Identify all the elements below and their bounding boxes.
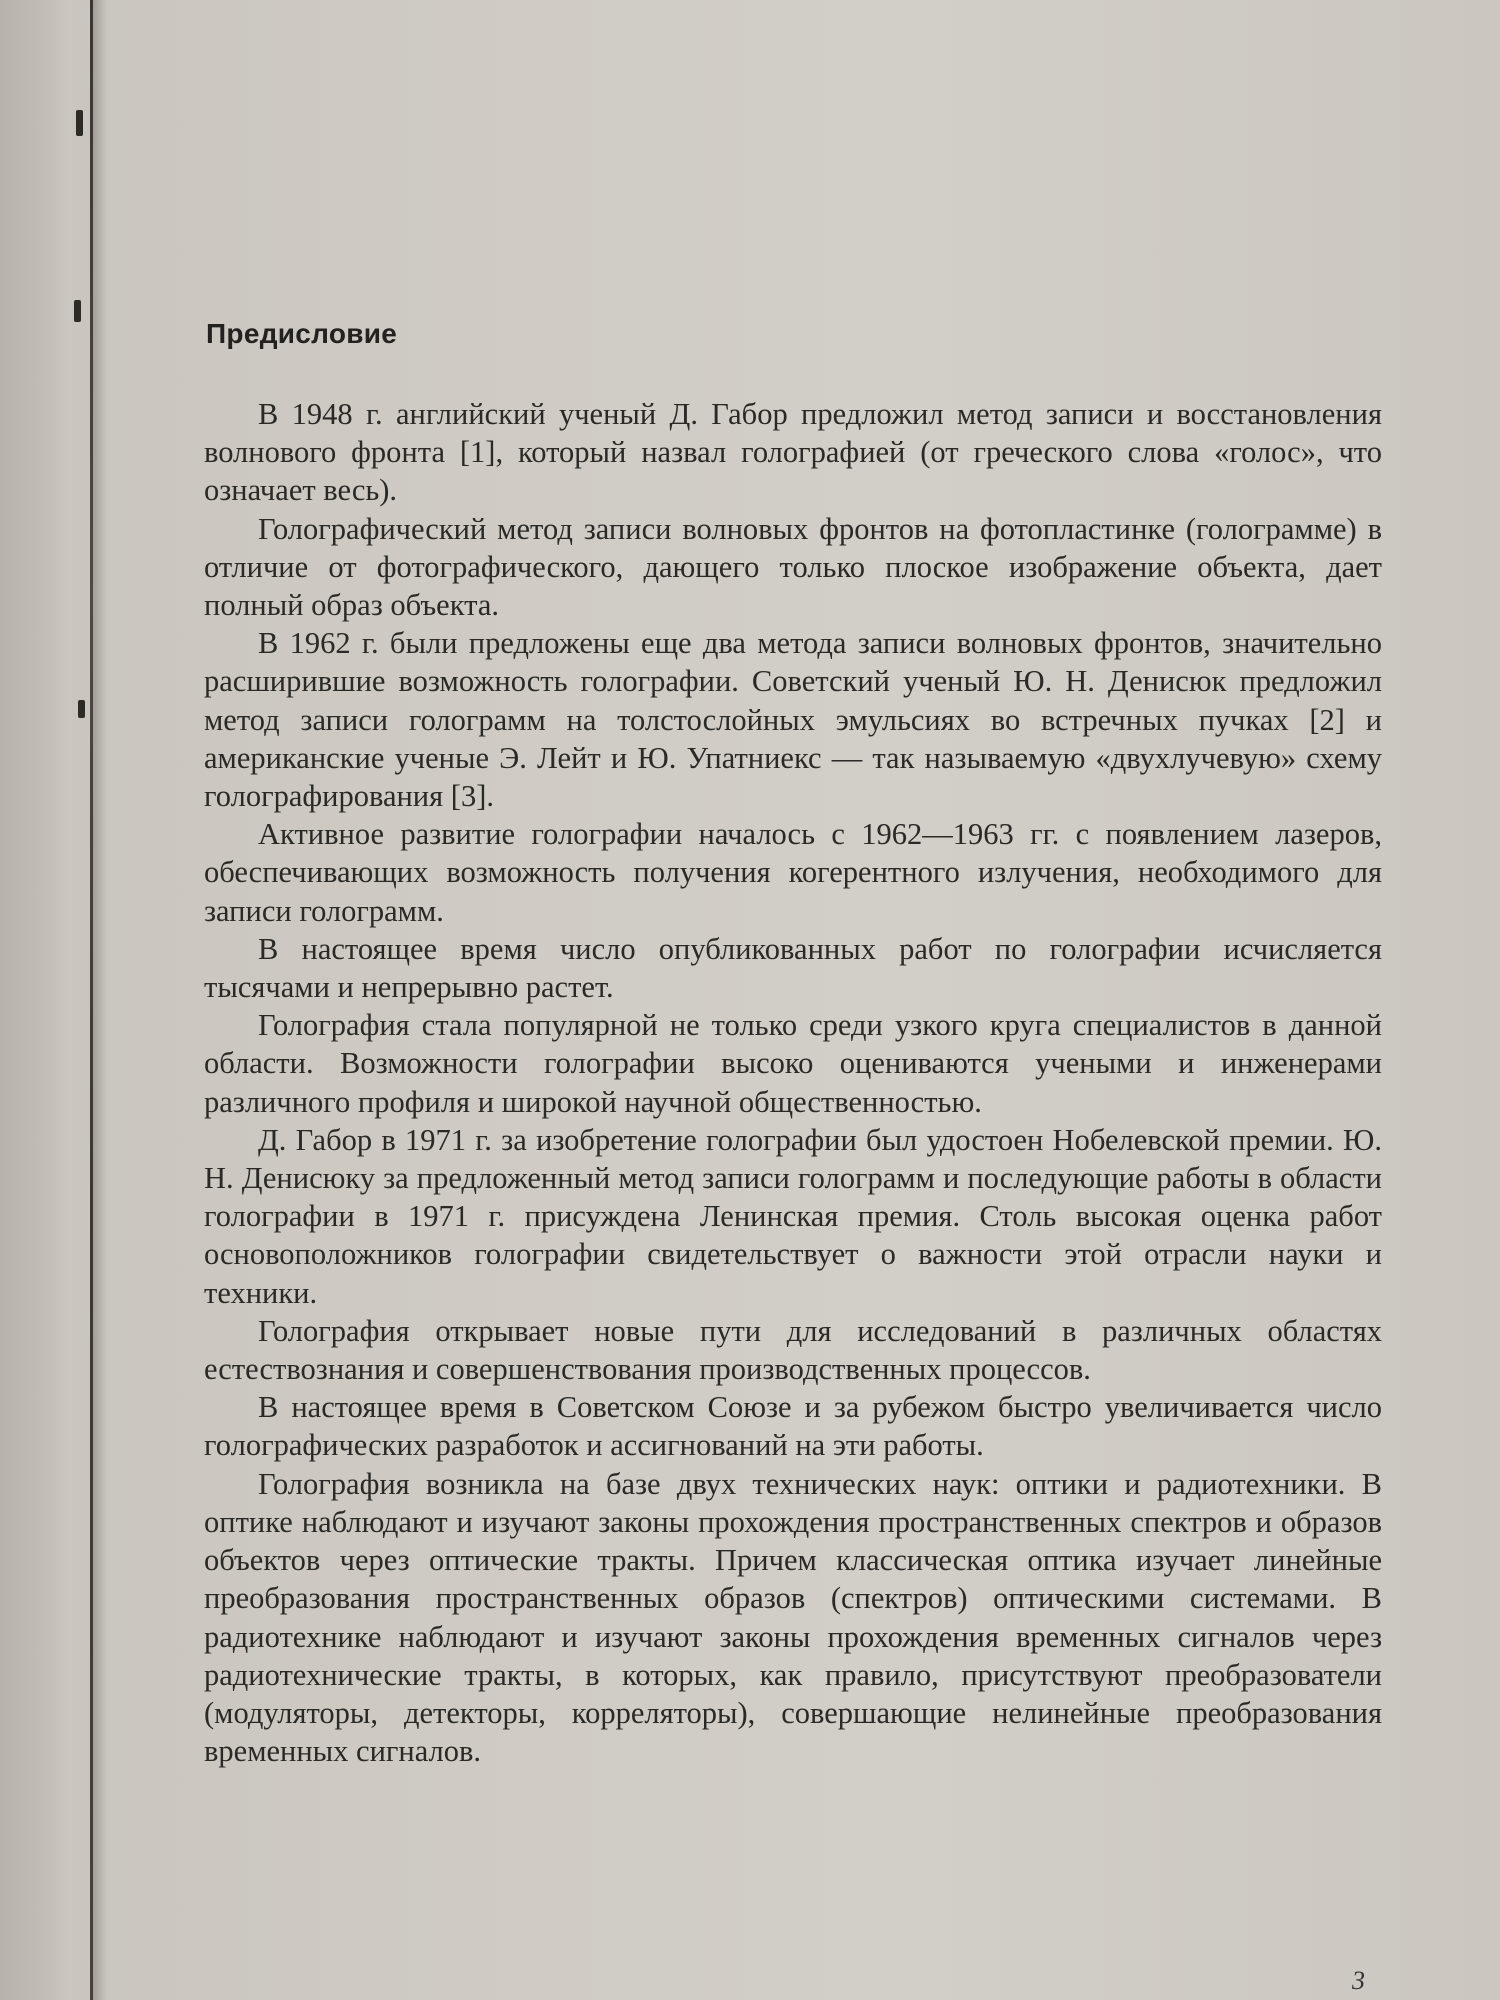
paragraph: В 1962 г. были предложены еще два метода записи волновых фронтов, значительно расширившие возможность голографии. Советский ученый Ю. Н. Денисюк предложил метод записи голограмм на толстослойных эмульсиях во встречных пучках [2] и американские ученые Э. Лейт и Ю. Упатниекс — так называемую «двухлучевую» схему голографирования [3]. [204,626,1382,814]
paragraph: Голография открывает новые пути для исследований в различных областях естествознания и совершенствования производственных процессов. [204,1313,1382,1387]
binding-stitch [76,110,83,136]
binding-stitch [78,700,85,718]
paragraph: Д. Габор в 1971 г. за изобретение голографии был удостоен Нобелевской премии. Ю. Н. Денисюку за предложенный метод записи голограмм и последующие работы в области голографии в 1971 г. присуждена Ленинская премия. Столь высокая оценка работ основоположников голографии свидетельствует о важности этой отрасли науки и техники. [204,1122,1382,1310]
paragraph: В настоящее время число опубликованных работ по голографии исчисляется тысячами и непрерывно растет. [204,931,1382,1005]
paragraph: Голография возникла на базе двух технических наук: оптики и радиотехники. В оптике наблюдают и изучают законы прохождения пространственных спектров и образов объектов через оптические тракты. Причем классическая оптика изучает линейные преобразования пространственных образов (спектров) оптическими системами. В радиотехнике наблюдают и изучают законы прохождения временных сигналов через радиотехнические тракты, в которых, как правило, присутствуют преобразователи (модуляторы, детекторы, корреляторы), совершающие нелинейные преобразования временных сигналов. [204,1466,1382,1769]
gutter-shadow [93,0,107,2000]
page-number: 3 [1352,1966,1365,1995]
paragraph: В настоящее время в Советском Союзе и за рубежом быстро увеличивается число голографических разработок и ассигнований на эти работы. [204,1390,1382,1463]
paragraph: Голографический метод записи волновых фронтов на фотопластинке (голограмме) в отличие от фотографического, дающего только плоское изображение объекта, дает полный образ объекта. [204,511,1382,623]
paragraph: В 1948 г. английский ученый Д. Габор предложил метод записи и восстановления волнового фронта [1], который назвал голографией (от греческого слова «голос», что означает весь). [204,397,1382,508]
body-text [204,395,1382,1770]
binding-stitch [74,300,81,322]
paragraph: Активное развитие голографии началось с 1962—1963 гг. с появлением лазеров, обеспечивающих возможность получения когерентного излучения, необходимого для записи голограмм. [204,817,1382,928]
paragraph: Голография стала популярной не только среди узкого круга специалистов в данной области. Возможности голографии высоко оцениваются учеными и инженерами различного профиля и широкой научной общественностью. [204,1008,1382,1119]
page-title: Предисловие [206,318,398,349]
book-spine [0,0,72,2000]
